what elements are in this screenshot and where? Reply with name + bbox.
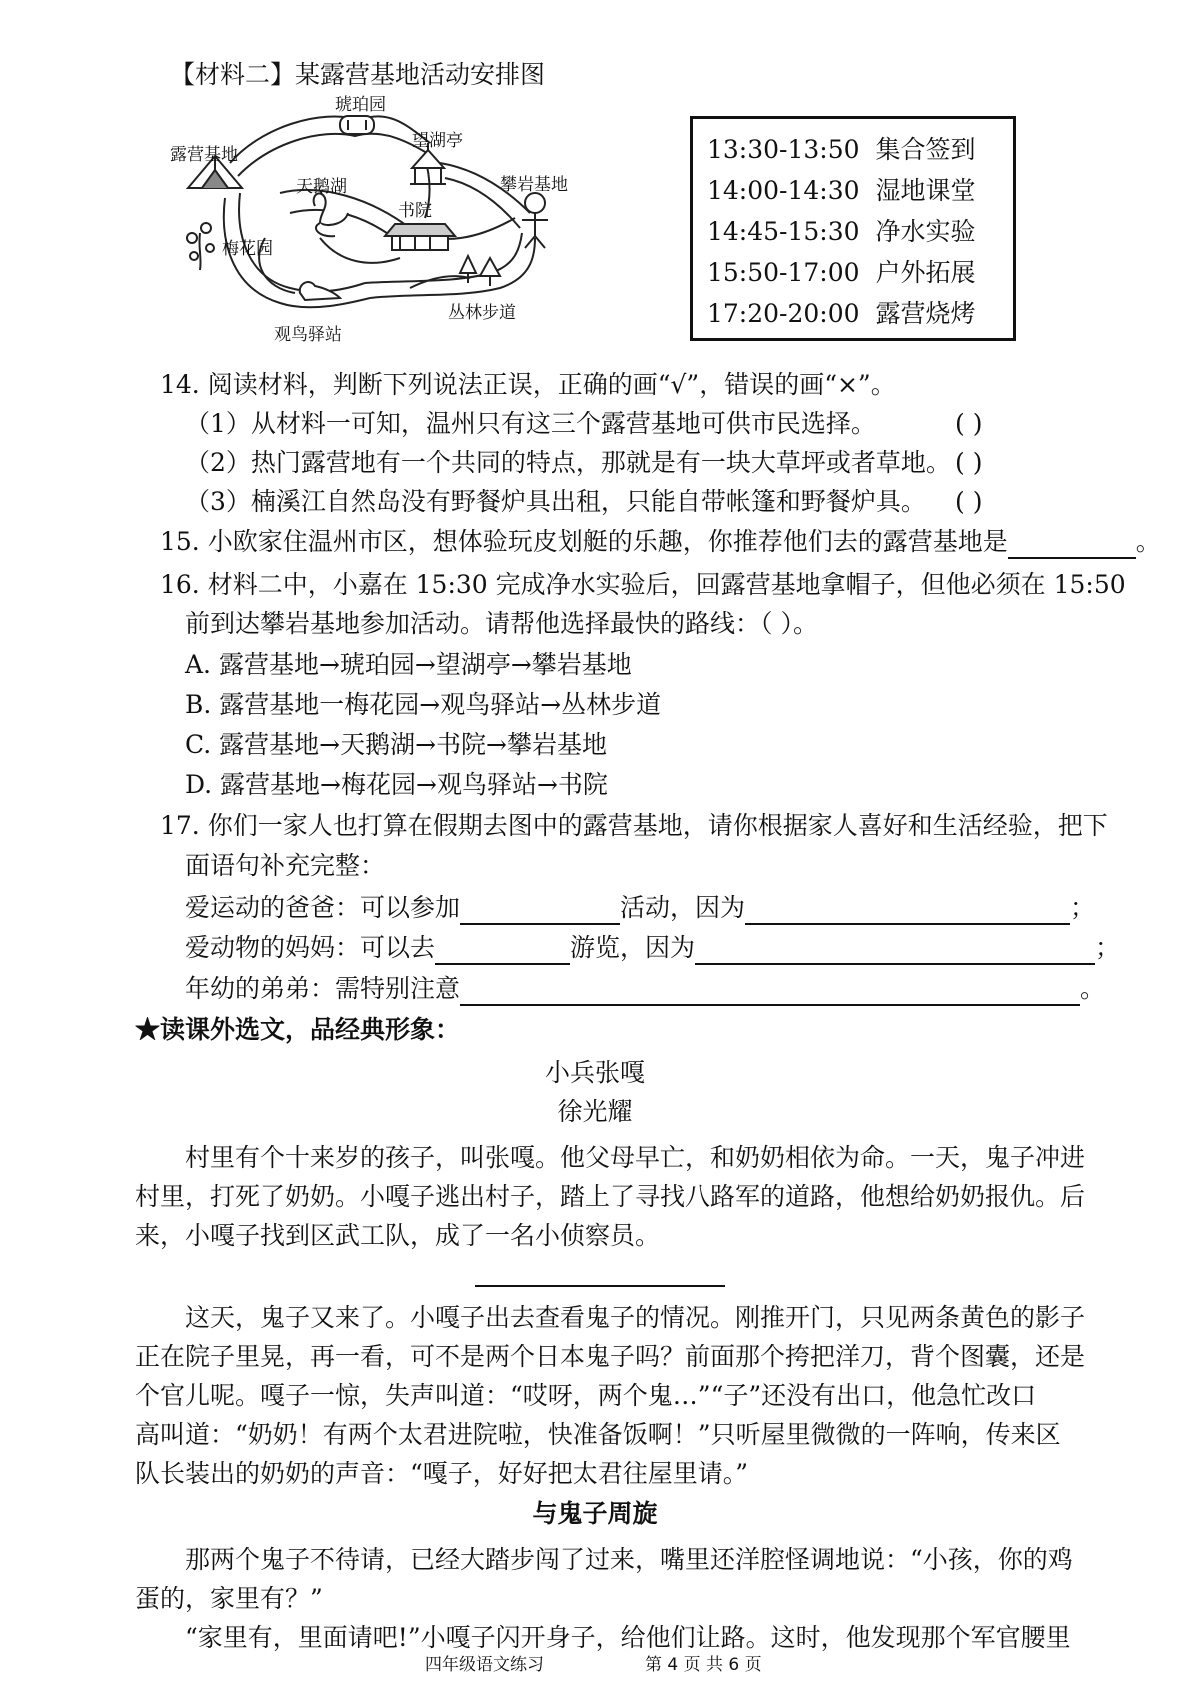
q17-brother-blank[interactable]: [460, 978, 1080, 1006]
forest-trail-icon: [460, 256, 500, 286]
map-drawing: [170, 88, 590, 350]
reading-author: 徐光耀: [557, 1097, 633, 1126]
q17-line-2: 面语句补充完整：: [185, 851, 386, 880]
schedule-row: 14:45-15:30 净水实验: [707, 217, 976, 246]
q17-mom-line: 爱动物的妈妈：可以去 游览，因为 ；: [185, 931, 1120, 965]
map-label-camp-base: 露营基地: [170, 145, 238, 165]
q15-answer-blank[interactable]: [1008, 531, 1136, 559]
q17-mom-place-blank[interactable]: [435, 937, 570, 965]
schedule-row: 17:20-20:00 露营烧烤: [707, 299, 976, 328]
map-label-swan-lake: 天鹅湖: [296, 177, 347, 197]
subtitle-answer-line[interactable]: [475, 1285, 725, 1287]
q14-item-3: （3）楠溪江自然岛没有野餐炉具出租，只能自带帐篷和野餐炉具。: [185, 487, 926, 516]
q14-item-2: （2）热门露营地有一个共同的特点，那就是有一块大草坪或者草地。: [185, 448, 951, 477]
q16-line-2: 前到达攀岩基地参加活动。请帮他选择最快的路线：（ ）。: [185, 609, 818, 638]
map-label-forest-trail: 丛林步道: [448, 303, 516, 323]
q16-option-d[interactable]: D. 露营基地→梅花园→观鸟驿站→书院: [185, 770, 608, 799]
schedule-row: 14:00-14:30 湿地课堂: [707, 176, 976, 205]
q17-dad-activity-blank[interactable]: [460, 897, 620, 925]
reading-title: 小兵张嘎: [544, 1058, 645, 1087]
map-label-bird-station: 观鸟驿站: [274, 325, 342, 345]
q17-mom-reason-blank[interactable]: [695, 937, 1095, 965]
q16-option-b[interactable]: B. 露营基地一梅花园→观鸟驿站→丛林步道: [185, 690, 662, 719]
q16-option-c[interactable]: C. 露营基地→天鹅湖→书院→攀岩基地: [185, 730, 607, 759]
q14-stem: 14. 阅读材料，判断下列说法正误，正确的画“√”，错误的画“×”。: [160, 370, 896, 399]
map-label-amber-garden: 琥珀园: [335, 95, 386, 115]
map-label-lake-pavilion: 望湖亭: [412, 131, 463, 151]
schedule-box: [690, 116, 1016, 341]
q15-text: 15. 小欧家住温州市区，想体验玩皮划艇的乐趣，你推荐他们去的露营基地是 。: [160, 525, 1161, 559]
q17-line-1: 17. 你们一家人也打算在假期去图中的露营基地，请你根据家人喜好和生活经验，把下: [160, 811, 1108, 840]
plum-blossom-icon: [187, 223, 214, 270]
q14-answer-3[interactable]: ( ): [955, 487, 983, 516]
map-label-plum-garden: 梅花园: [222, 239, 273, 259]
q14-answer-1[interactable]: ( ): [955, 409, 983, 438]
reading-subtitle: 与鬼子周旋: [532, 1499, 658, 1528]
swan-icon: [314, 193, 348, 236]
q16-line-1: 16. 材料二中，小嘉在 15:30 完成净水实验后，回露营基地拿帽子，但他必须在 15:50: [160, 570, 1126, 599]
q17-brother-line: 年幼的弟弟：需特别注意 。: [185, 972, 1105, 1006]
reading-paragraph-3: 那两个鬼子不待请，已经大踏步闯了过来，嘴里还洋腔怪调地说：“小孩，你的鸡 蛋的，家里有？” “家里有，里面请吧!”小嘎子闪开身子，给他们让路。这时，他发现那个军官腰里: [135, 1545, 1073, 1652]
map-label-climbing-base: 攀岩基地: [500, 175, 568, 195]
schedule-row: 13:30-13:50 集合签到: [707, 135, 976, 164]
footer-left: 四年级语文练习: [425, 1655, 544, 1675]
page-number: 第 4 页 共 6 页: [645, 1655, 762, 1675]
q17-dad-reason-blank[interactable]: [745, 897, 1070, 925]
academy-icon: [385, 224, 455, 250]
q14-item-1: （1）从材料一可知，温州只有这三个露营基地可供市民选择。: [185, 409, 876, 438]
reading-heading: ★读课外选文，品经典形象：: [135, 1015, 461, 1044]
q17-dad-line: 爱运动的爸爸：可以参加 活动，因为 ；: [185, 891, 1095, 925]
schedule-row: 15:50-17:00 户外拓展: [707, 258, 976, 287]
campsite-map: [170, 88, 590, 350]
q14-answer-2[interactable]: ( ): [955, 448, 983, 477]
material2-title: 【材料二】某露营基地活动安排图: [170, 60, 546, 89]
reading-paragraph-2: 这天，鬼子又来了。小嘎子出去查看鬼子的情况。刚推开门，只见两条黄色的影子 正在院子里晃，再一看，可不是两个日本鬼子吗？前面那个挎把洋刀，背个图囊，还是 个官儿呢。嘎子一惊，失声叫道：“哎呀，两个鬼…”“子”还没有出口，他急忙改口 高叫道：“奶奶！有两个太君进院啦，快准备饭啊！”只听屋里微微的一阵响，传来区 队长装出的奶奶的声音：“嘎子，好好把太君往屋里请。”: [135, 1303, 1086, 1488]
amber-garden-gate-icon: [340, 116, 374, 134]
reading-paragraph-1: 村里有个十来岁的孩子，叫张嘎。他父母早亡，和奶奶相依为命。一天，鬼子冲进 村里，打死了奶奶。小嘎子逃出村子，踏上了寻找八路军的道路，他想给奶奶报仇。后 来，小嘎子找到区武工队，成了一名小侦察员。: [135, 1143, 1086, 1250]
map-label-academy: 书院: [398, 201, 432, 221]
q16-option-a[interactable]: A. 露营基地→琥珀园→望湖亭→攀岩基地: [185, 650, 632, 679]
